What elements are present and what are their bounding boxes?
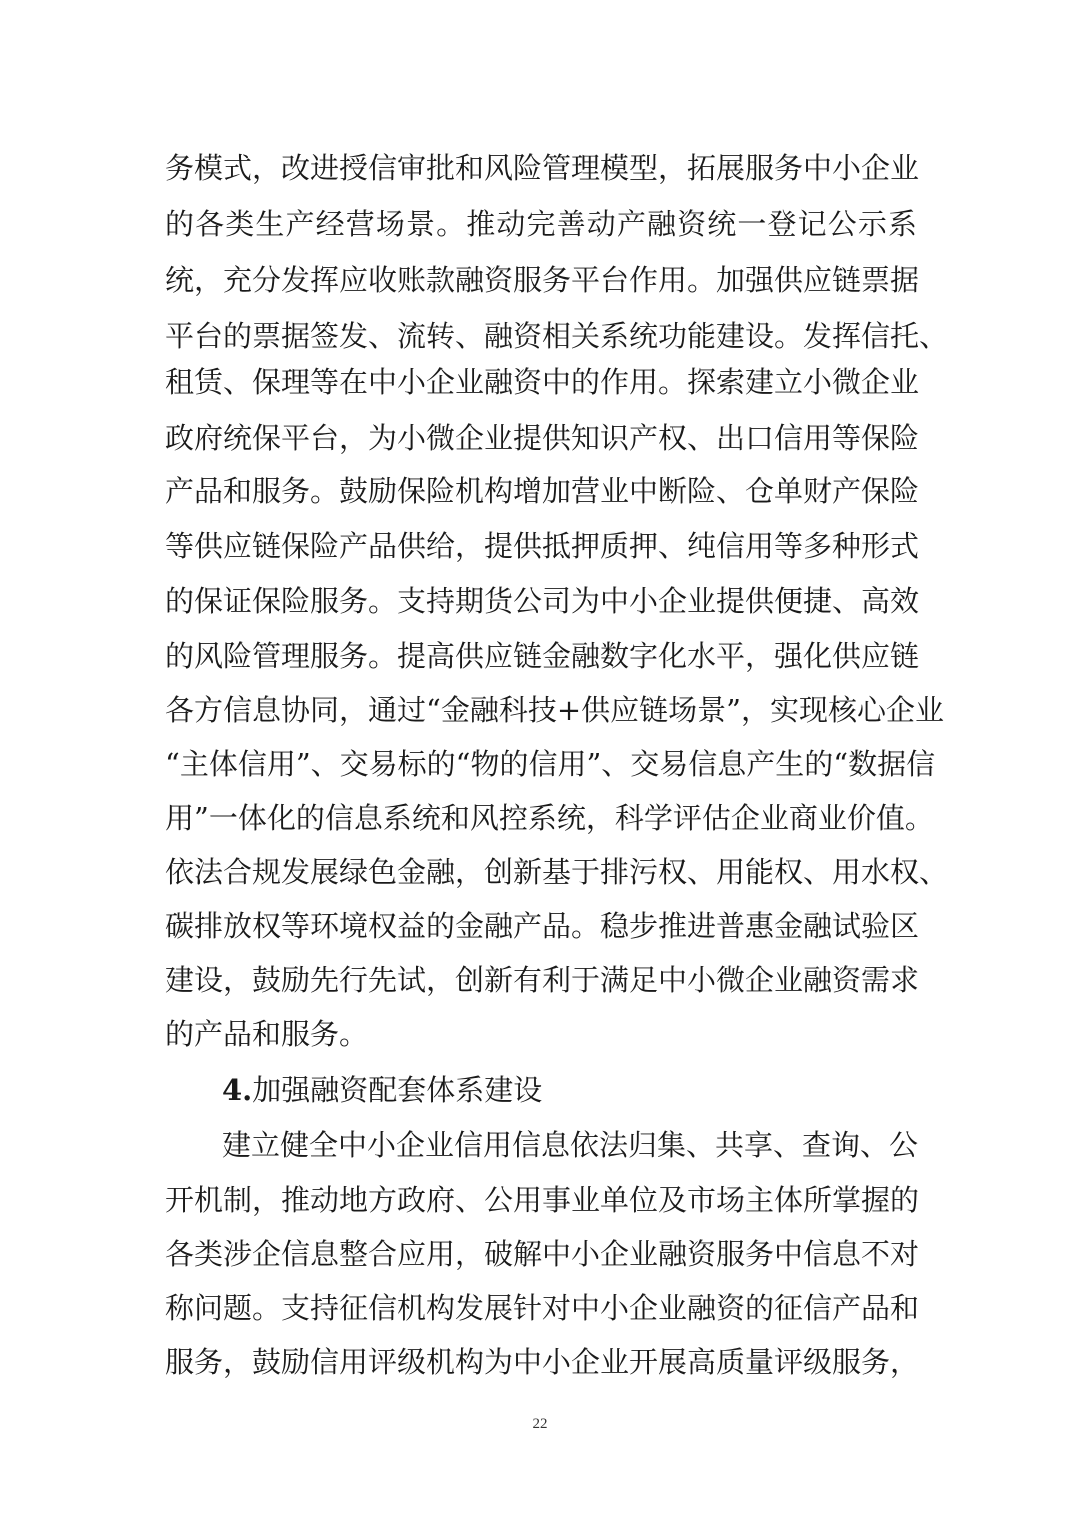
paragraph-line: 平台的票据签发、流转、融资相关系统功能建设。发挥信托、 <box>165 319 949 353</box>
paragraph-line: 服务，鼓励信用评级机构为中小企业开展高质量评级服务， <box>165 1345 920 1379</box>
paragraph-line: 的产品和服务。 <box>165 1017 369 1051</box>
paragraph-line: 统，充分发挥应收账款融资服务平台作用。加强供应链票据 <box>165 263 920 297</box>
paragraph-line: 等供应链保险产品供给，提供抵押质押、纯信用等多种形式 <box>165 529 920 563</box>
section-title: 加强融资配套体系建设 <box>252 1073 543 1107</box>
paragraph-line: 建立健全中小企业信用信息依法归集、共享、查询、公 <box>222 1128 919 1162</box>
paragraph-line: 的保证保险服务。支持期货公司为中小企业提供便捷、高效 <box>165 584 920 618</box>
paragraph-line: 务模式，改进授信审批和风险管理模型，拓展服务中小企业 <box>165 151 920 185</box>
paragraph-line: 用”一体化的信息系统和风控系统，科学评估企业商业价值。 <box>165 801 934 835</box>
paragraph-line: 的风险管理服务。提高供应链金融数字化水平，强化供应链 <box>165 639 920 673</box>
paragraph-line: 依法合规发展绿色金融，创新基于排污权、用能权、用水权、 <box>165 855 949 889</box>
paragraph-line: 各方信息协同，通过“金融科技+供应链场景”，实现核心企业 <box>165 693 944 727</box>
paragraph-line: 开机制，推动地方政府、公用事业单位及市场主体所掌握的 <box>165 1183 920 1217</box>
paragraph-line: 租赁、保理等在中小企业融资中的作用。探索建立小微企业 <box>165 365 920 399</box>
paragraph-line: 政府统保平台，为小微企业提供知识产权、出口信用等保险 <box>165 421 920 455</box>
paragraph-line: 称问题。支持征信机构发展针对中小企业融资的征信产品和 <box>165 1291 920 1325</box>
paragraph-line: 碳排放权等环境权益的金融产品。稳步推进普惠金融试验区 <box>165 909 920 943</box>
paragraph-line: 建设，鼓励先行先试，创新有利于满足中小微企业融资需求 <box>165 963 920 997</box>
section-heading <box>222 1062 917 1118</box>
paragraph-line: “主体信用”、交易标的“物的信用”、交易信息产生的“数据信 <box>165 747 936 781</box>
page-number: 22 <box>532 1416 548 1432</box>
paragraph-line: 产品和服务。鼓励保险机构增加营业中断险、仓单财产保险 <box>165 474 920 508</box>
section-number: 4. <box>222 1073 253 1107</box>
paragraph-line: 各类涉企信息整合应用，破解中小企业融资服务中信息不对 <box>165 1237 920 1271</box>
paragraph-line: 的各类生产经营场景。推动完善动产融资统一登记公示系 <box>165 207 917 241</box>
